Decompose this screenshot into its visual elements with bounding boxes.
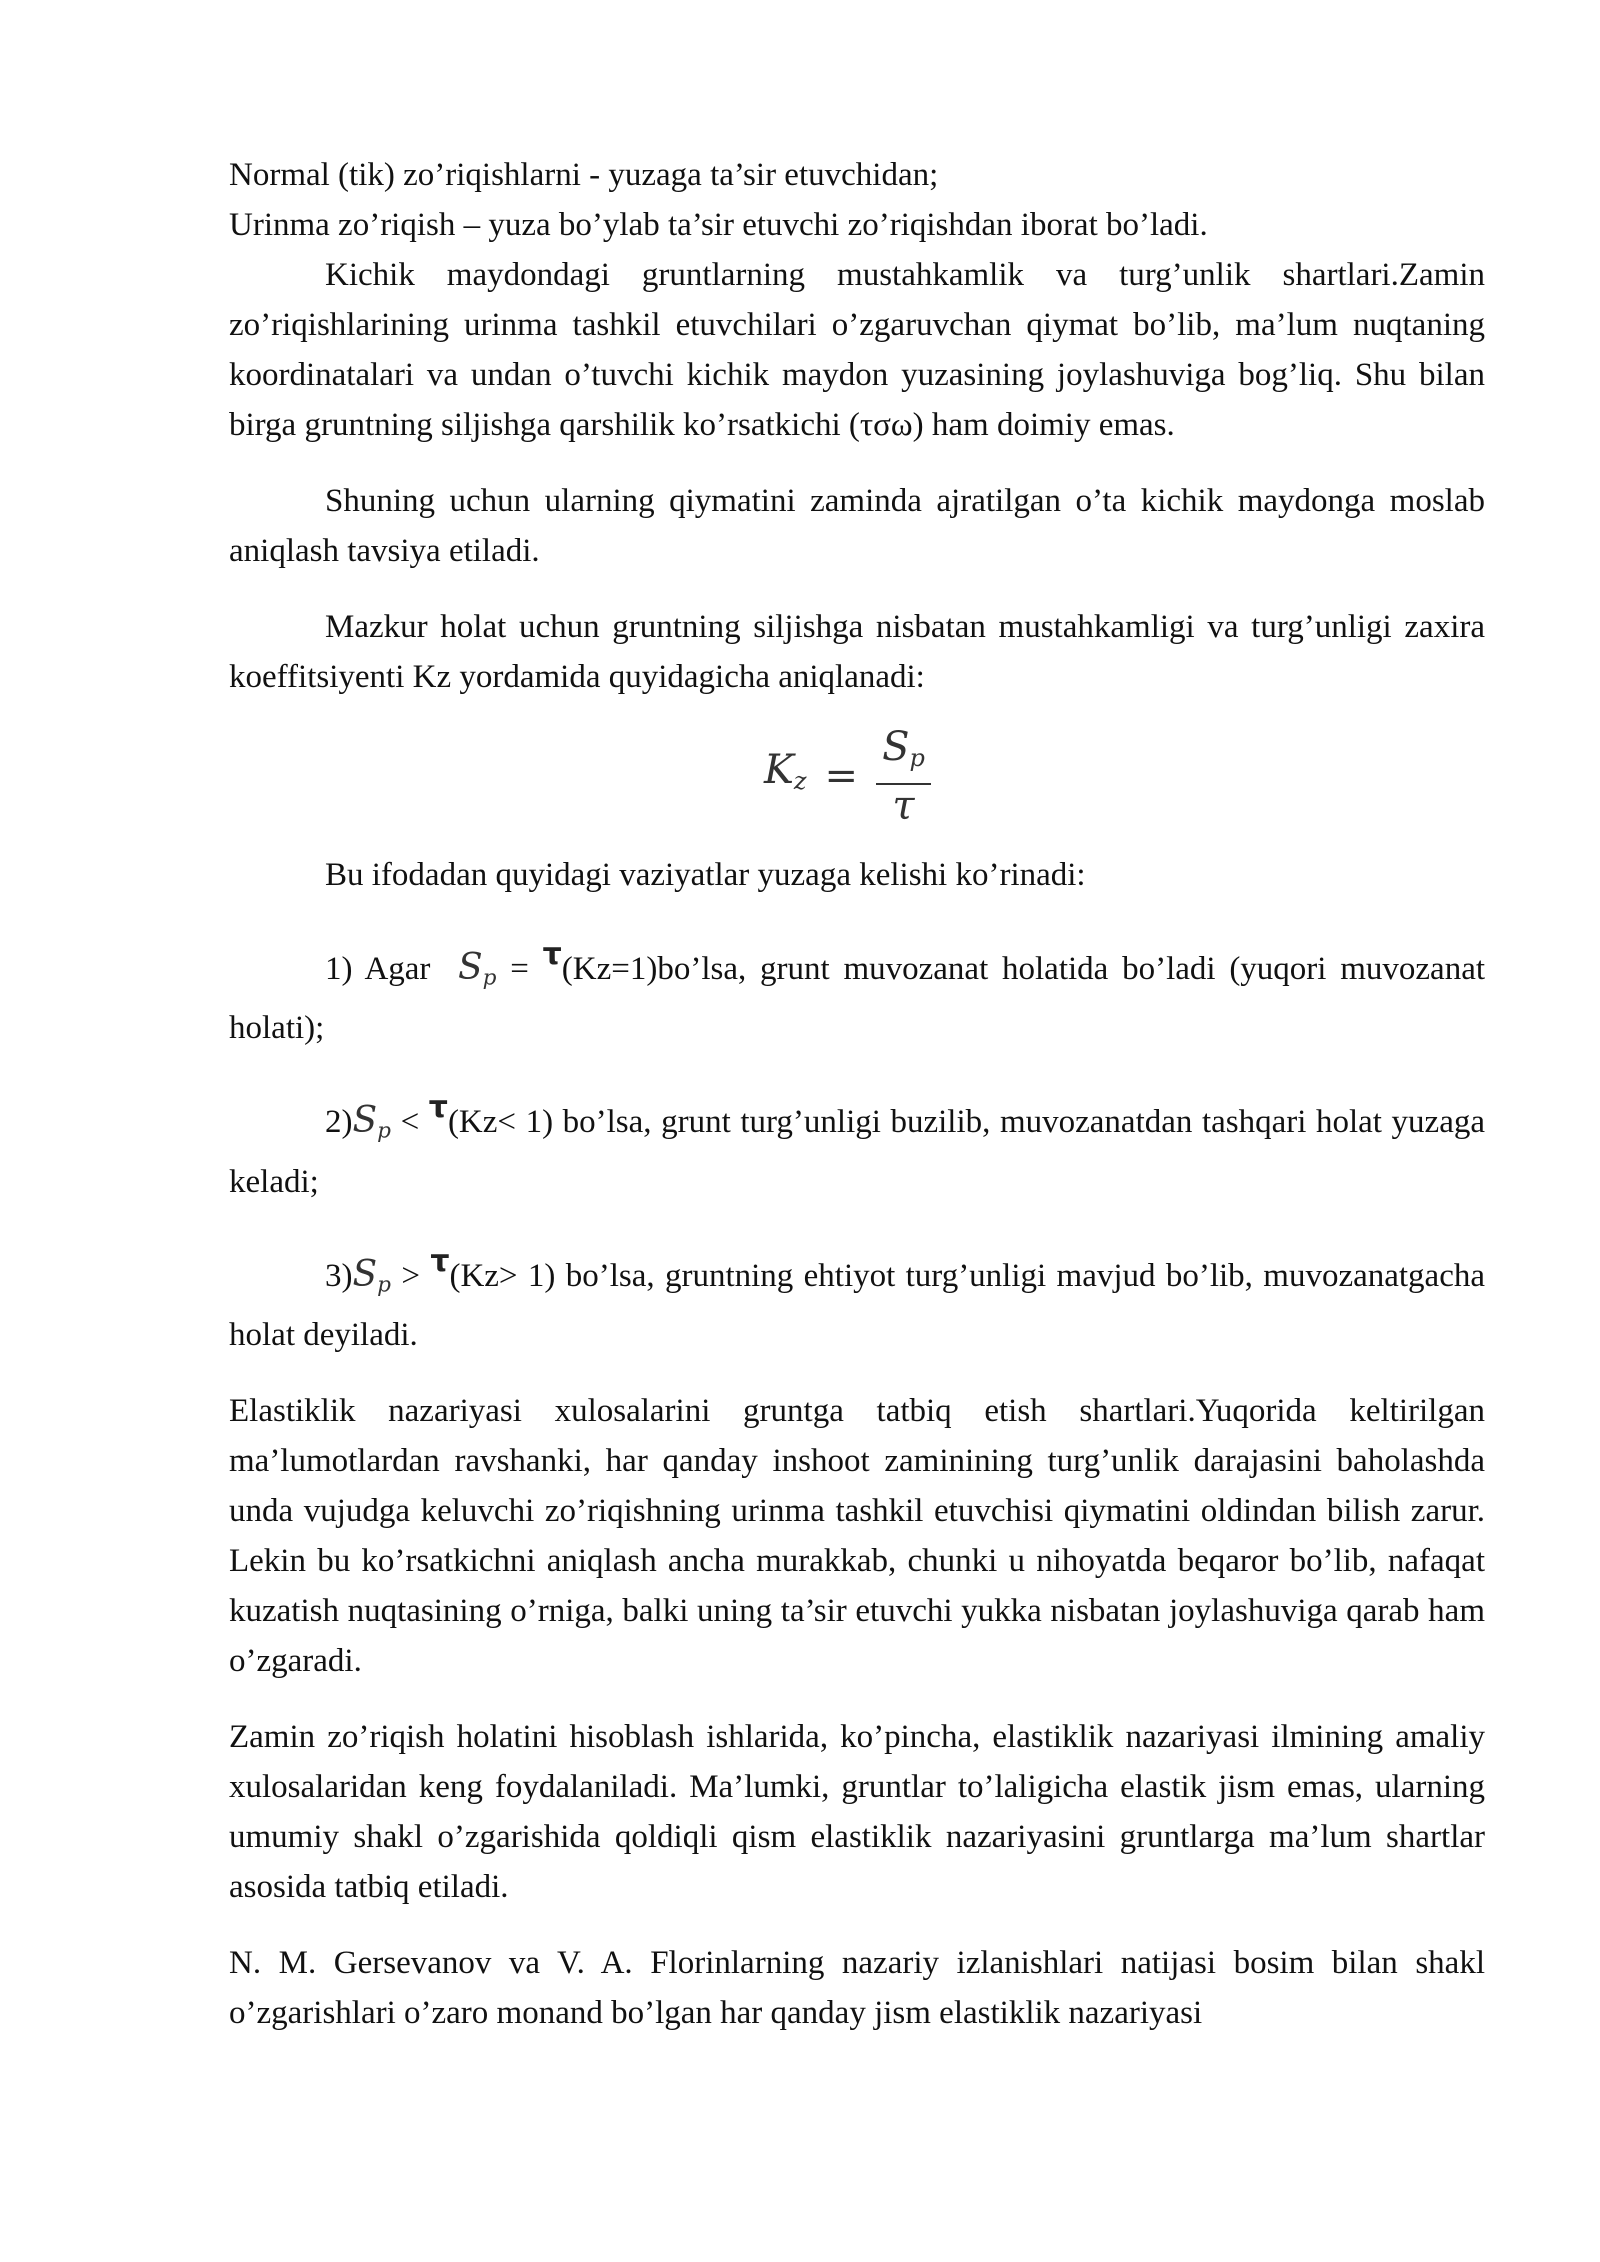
paragraph-kz-definition: Mazkur holat uchun gruntning siljishga nisbatan mustahkamligi va turg’unligi zaxira koeffitsiyenti Kz yordamida quyidagicha aniqlanadi:	[229, 609, 1485, 695]
formula-block	[229, 714, 1485, 842]
tau-symbol: τ	[542, 937, 562, 972]
paragraph-gersevanov-florin: N. M. Gersevanov va V. A. Florinlarning nazariy izlanishlari natijasi bosim bilan shakl o’zgarishlari o’zaro monand bo’lgan har qanday jism elastiklik nazariyasi	[229, 1945, 1485, 2032]
kz-formula	[764, 724, 931, 827]
paragraph-situations-intro: Bu ifodadan quyidagi vaziyatlar yuzaga kelishi ko’rinadi:	[325, 857, 1086, 893]
paragraph-recommendation: Shuning uchun ularning qiymatini zaminda ajratilgan o’ta kichik maydonga moslab aniqlash tavsiya etiladi.	[229, 483, 1485, 569]
case-2: $2)S_p < \tau(Kz< 1)$ bo’lsa, grunt turg’unligi buzilib, muvozanatdan tashqari holat yuzaga keladi;	[229, 1090, 1485, 1200]
formula-lhs: $K_z$	[764, 747, 807, 795]
document-body	[229, 150, 1485, 2038]
sp-symbol: $S_p$	[352, 1100, 391, 1144]
text-line-urinma: Urinma zo’riqish – yuza bo’ylab ta’sir etuvchi zo’riqishdan iborat bo’ladi.	[229, 207, 1208, 243]
paragraph-elasticity-conditions: Elastiklik nazariyasi xulosalarini gruntga tatbiq etish shartlari.Yuqorida keltirilgan ma’lumotlardan ravshanki, har qanday inshoot zaminining turg’unlik darajasini baholashda unda vujudga keluvchi zo’riqishning urinma tashkil etuvchisi qiymatini oldindan bilish zarur. Lekin bu ko’rsatkichni aniqlash ancha murakkab, chunki u nihoyatda beqaror bo’lib, nafaqat kuzatish nuqtasining o’rniga, balki uning ta’sir etuvchi yukka nisbatan joylashuviga qarab ham o’zgaradi.	[229, 1393, 1485, 1680]
tau-symbol: τ	[430, 1243, 450, 1279]
tau-symbol: τ	[428, 1090, 448, 1126]
case-3: $3)S_p > \tau(Kz> 1)$ bo’lsa, gruntning ehtiyot turg’unligi mavjud bo’lib, muvozanatgacha holat deyiladi.	[229, 1243, 1485, 1354]
paragraph-stability-conditions: Kichik maydondagi gruntlarning mustahkamlik va turg’unlik shartlari.Zamin zo’riqishlarining urinma tashkil etuvchilari o’zgaruvchan qiymat bo’lib, ma’lum nuqtaning koordinatalari va undan o’tuvchi kichik maydon yuzasining joylashuviga bog’liq. Shu bilan birga gruntning siljishga qarshilik ko’rsatkichi (τσω) ham doimiy emas.	[229, 257, 1485, 443]
text-line-normal: Normal (tik) zo’riqishlarni - yuzaga ta’sir etuvchidan;	[229, 157, 939, 193]
sp-symbol: $S_p$	[457, 947, 497, 991]
case-1: 1) Agar $S_p$ = τ(Kz=1)bo’lsa, grunt muvozanat holatida bo’ladi (yuqori muvozanat holati);	[229, 937, 1486, 1047]
sp-symbol: $S_p$	[352, 1253, 391, 1298]
formula-numerator: $S_p$	[876, 724, 931, 785]
formula-equals: =	[824, 752, 859, 799]
formula-denominator: τ	[892, 783, 915, 829]
paragraph-elasticity-theory: Zamin zo’riqish holatini hisoblash ishlarida, ko’pincha, elastiklik nazariyasi ilmining amaliy xulosalaridan keng foydalaniladi. Ma’lumki, gruntlar to’laligicha elastik jism emas, ularning umumiy shakl o’zgarishida qoldiqli qism elastiklik nazariyasini gruntlarga ma’lum shartlar asosida tatbiq etiladi.	[229, 1719, 1485, 1906]
formula-fraction	[876, 724, 931, 827]
